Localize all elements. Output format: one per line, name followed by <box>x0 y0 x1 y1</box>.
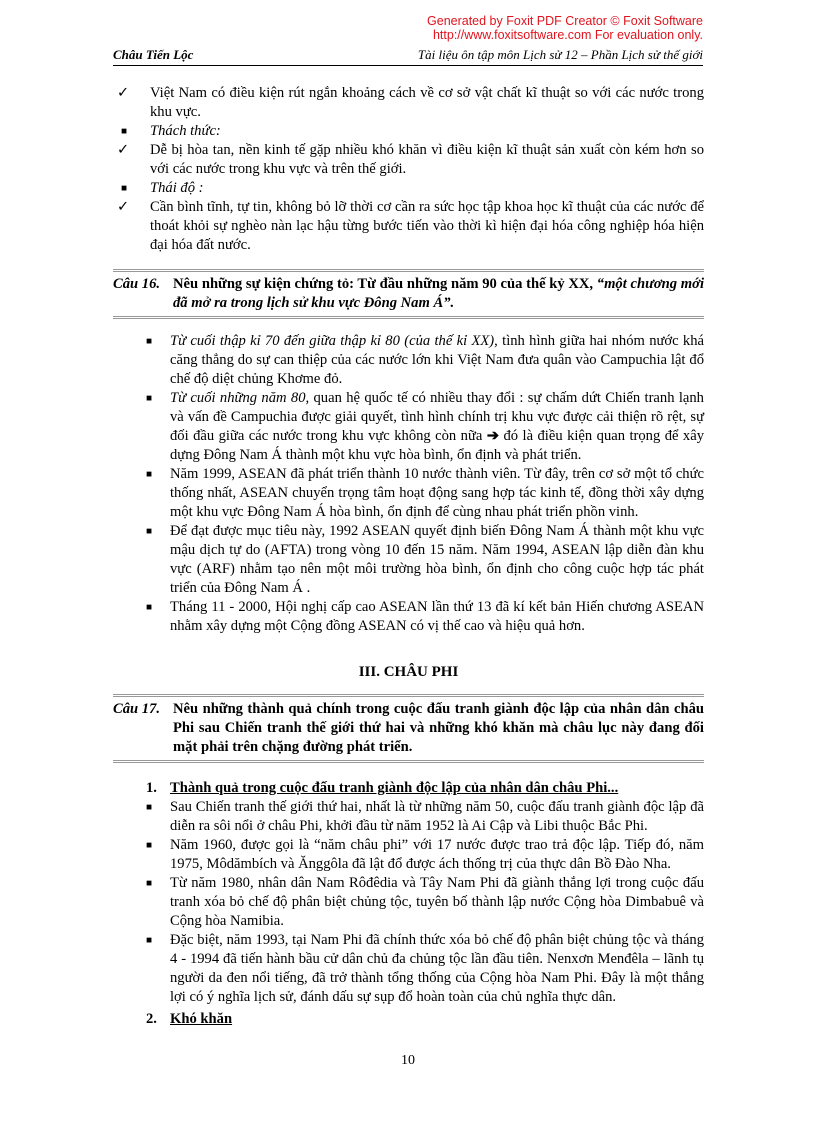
square-bullet-icon: ■ <box>146 935 153 946</box>
item-text: Cần bình tĩnh, tự tin, không bỏ lỡ thời cơ cần ra sức học tập khoa học kĩ thuật của các nước để thoát khỏi sự nghèo nàn lạc hậu từng bước tiến vào thời kì hiện đại hóa công nghiệp hóa hiện đại hóa đất nước. <box>150 199 704 253</box>
square-bullet-icon: ■ <box>121 183 128 194</box>
list-item <box>113 389 704 465</box>
item-text: Đặc biệt, năm 1993, tại Nam Phi đã chính thức xóa bỏ chế độ phân biệt chủng tộc và tháng 4 - 1994 đã tiến hành bầu cử dân chủ đa chủng tộc lần đầu tiên. Nenxơn Menđêla – lãnh tụ người da đen nổi tiếng, đã trở thành tổng thống của Cộng hòa Nam Phi. Đây là một thắng lợi có ý nghĩa lịch sử, đánh dấu sự sụp đổ hoàn toàn của chủ nghĩa thực dân. <box>170 932 704 1005</box>
subheading-number: 2. <box>146 1011 157 1027</box>
subheading-number: 1. <box>146 780 157 796</box>
square-bullet-icon: ■ <box>146 840 153 851</box>
question-label: Câu 16. <box>113 276 161 292</box>
item-text-italic: Từ cuối thập kỉ 70 đến giữa thập kỉ 80 (của thế kỉ XX) <box>170 333 495 349</box>
watermark-line-1: Generated by Foxit PDF Creator © Foxit Software <box>427 14 703 28</box>
item-text: Thái độ : <box>150 180 204 196</box>
list-item <box>113 522 704 598</box>
list-item <box>113 179 704 198</box>
list-item <box>113 84 704 122</box>
list-item <box>113 874 704 931</box>
item-text: Việt Nam có điều kiện rút ngắn khoảng cách về cơ sở vật chất kĩ thuật so với các nước trong khu vực. <box>150 85 704 120</box>
question-16 <box>113 269 704 319</box>
item-text: Tháng 11 - 2000, Hội nghị cấp cao ASEAN lần thứ 13 đã kí kết bản Hiến chương ASEAN nhằm xây dựng một Cộng đồng ASEAN có vị thế cao và hiệu quả hơn. <box>170 599 704 634</box>
header-title: Tài liệu ôn tập môn Lịch sử 12 – Phần Lịch sử thế giới <box>417 47 703 62</box>
question-17 <box>113 694 704 763</box>
item-text-italic: Từ cuối những năm 80, <box>170 390 310 406</box>
divider <box>113 694 704 697</box>
question-body: Nêu những thành quả chính trong cuộc đấu tranh giành độc lập của nhân dân châu Phi sau Chiến tranh thế giới thứ hai và những khó khăn mà châu lục này đang đối mặt phải trên chặng đường phát triển. <box>173 701 704 755</box>
question-text <box>113 275 704 313</box>
item-text: Dễ bị hòa tan, nền kinh tế gặp nhiều khó khăn vì điều kiện kĩ thuật sản xuất còn kém hơn so với các nước trong khu vực và trên thế giới. <box>150 142 704 177</box>
page-header <box>113 45 703 66</box>
item-text: Sau Chiến tranh thế giới thứ hai, nhất là từ những năm 50, cuộc đấu tranh giành độc lập đã diễn ra sôi nổi ở châu Phi, khởi đầu từ năm 1952 là Ai Cập và Libi thuộc Bắc Phi. <box>170 799 704 834</box>
list-item <box>113 931 704 1007</box>
item-text: Để đạt được mục tiêu này, 1992 ASEAN quyết định biến Đông Nam Á thành một khu vực mậu dịch tự do (AFTA) trong vòng 10 đến 15 năm. Năm 1994, ASEAN lập diễn đàn khu vực (ARF) nhằm tạo nên một môi trường hòa bình, ổn định cho công cuộc hợp tác phát triển của Đông Nam Á . <box>170 523 704 596</box>
check-icon: ✓ <box>117 142 130 158</box>
item-text: Thách thức: <box>150 123 221 139</box>
foxit-watermark <box>427 14 703 42</box>
list-item <box>113 836 704 874</box>
square-bullet-icon: ■ <box>121 126 128 137</box>
item-text: Từ năm 1980, nhân dân Nam Rôđêdia và Tây Nam Phi đã giành thắng lợi trong cuộc đấu tranh xóa bỏ chế độ phân biệt chủng tộc, tuyên bố thành lập nước Cộng hòa Dimbabuê và Cộng hòa Namibia. <box>170 875 704 929</box>
square-bullet-icon: ■ <box>146 526 153 537</box>
list-item <box>113 141 704 179</box>
item-text: , tình hình giữa hai nhóm nước khá căng thẳng do sự can thiệp của các nước lớn khi Việt Nam đưa quân vào Campuchia lật đổ chế độ diệt chủng Khơme đỏ. <box>170 333 704 387</box>
item-text: Năm 1960, được gọi là “năm châu phi” với 17 nước được trao trả độc lập. Tiếp đó, năm 1975, Môdămbích và Ănggôla đã lật đổ được ách thống trị của thực dân Bồ Đào Nha. <box>170 837 704 872</box>
watermark-line-2: http://www.foxitsoftware.com For evaluation only. <box>432 28 703 42</box>
header-author: Châu Tiến Lộc <box>113 47 194 62</box>
check-icon: ✓ <box>117 199 130 215</box>
square-bullet-icon: ■ <box>146 878 153 889</box>
page-content <box>113 84 704 1029</box>
question-text <box>113 700 704 757</box>
item-text: Năm 1999, ASEAN đã phát triển thành 10 nước thành viên. Từ đây, trên cơ sở một tổ chức thống nhất, ASEAN chuyển trọng tâm hoạt động sang hợp tác kinh tế, đồng thời xây dựng một khu vực Đông Nam Á hòa bình, ổn định để cùng nhau phát triển phồn vinh. <box>170 466 704 520</box>
subheading <box>113 779 704 798</box>
page-number: 10 <box>401 1053 415 1068</box>
item-text: quan hệ quốc tế có nhiều thay đổi : sự chấm dứt Chiến tranh lạnh và vấn đề Campuchia được giải quyết, tình hình chính trị khu vực được cải thiện rõ rệt, sự đối đầu giữa các nước trong khu vực không còn nữa <box>170 390 704 444</box>
list-item <box>113 465 704 522</box>
square-bullet-icon: ■ <box>146 336 153 347</box>
question-label: Câu 17. <box>113 701 161 717</box>
question-quote: “một chương mới đã mở ra trong lịch sử khu vực Đông Nam Á”. <box>173 276 704 311</box>
subheading-text: Khó khăn <box>170 1011 233 1027</box>
question-body: Nêu những sự kiện chứng tỏ: Từ đầu những năm 90 của thế kỷ XX, <box>173 276 597 292</box>
list-item <box>113 122 704 141</box>
section-heading: III. CHÂU PHI <box>358 664 459 680</box>
square-bullet-icon: ■ <box>146 469 153 480</box>
item-text: đó là điều kiện quan trọng để xây dựng Đông Nam Á thành một khu vực hòa bình, ổn định và phát triển. <box>170 428 704 463</box>
divider <box>113 269 704 272</box>
list-item <box>113 332 704 389</box>
list-item <box>113 198 704 255</box>
subheading <box>113 1010 704 1029</box>
list-item <box>113 798 704 836</box>
check-icon: ✓ <box>117 85 130 101</box>
square-bullet-icon: ■ <box>146 802 153 813</box>
square-bullet-icon: ■ <box>146 393 153 404</box>
arrow-icon: ➔ <box>486 428 500 444</box>
list-item <box>113 598 704 636</box>
subheading-text: Thành quả trong cuộc đấu tranh giành độc lập của nhân dân châu Phi... <box>170 780 619 796</box>
square-bullet-icon: ■ <box>146 602 153 613</box>
